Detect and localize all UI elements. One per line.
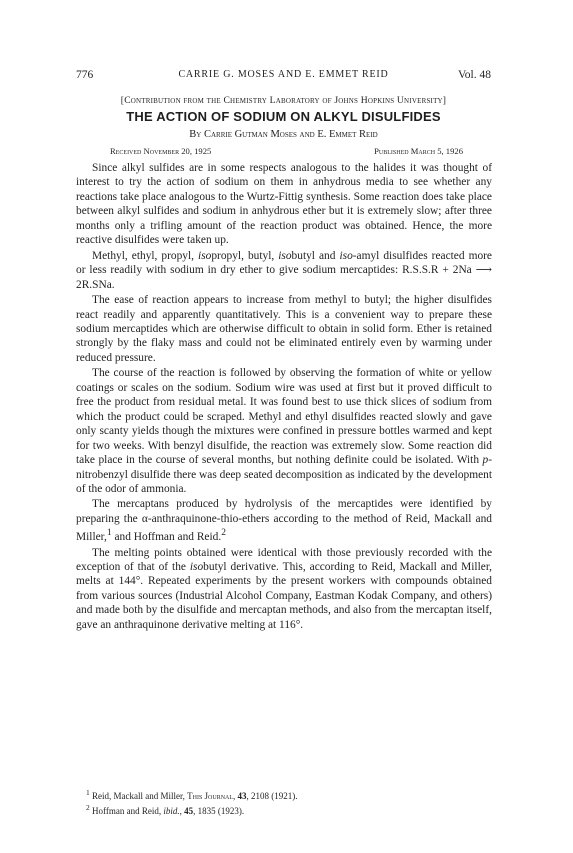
- running-header-authors: CARRIE G. MOSES AND E. EMMET REID: [178, 69, 389, 80]
- text-run: Methyl, ethyl, propyl,: [92, 249, 199, 262]
- italic-prefix: iso: [198, 249, 212, 262]
- running-header: [76, 67, 491, 83]
- paragraph-4: [76, 366, 492, 496]
- paragraph-6: [76, 546, 492, 633]
- paragraph-3: The ease of reaction appears to increase from methyl to butyl; the higher disulfides react readily and apparently quantitatively. This is a convenient way to prepare these sodium mercaptides which are otherwise difficult to obtain in solid form. Ether is retained strongly by the flaky mass and could not be eliminated entirely even by warming under reduced pressure.: [76, 294, 492, 364]
- volume-bold: 43: [237, 791, 247, 801]
- footnote-ref-2[interactable]: 2: [221, 528, 226, 539]
- text-run: butyl and: [291, 249, 340, 262]
- paragraph-1: Since alkyl sulfides are in some respects analogous to the halides it was thought of interest to try the action of sodium on them in anhydrous media to see whether any reactions take place analogous to the Wurtz-Fittig synthesis. Some reaction does take place between alkyl sulfides and sodium in anhydrous ether but it is extremely slow; after three months only a trifling amount of the reaction product was obtained. Hence, the more reactive disulfides were taken up.: [76, 162, 492, 247]
- text-run: ,: [179, 806, 185, 816]
- text-run: The melting points obtained were identical with those previously recorded with the exception of that of the: [76, 546, 492, 574]
- italic-prefix: p: [482, 454, 489, 467]
- footnote-ref-1[interactable]: 1: [106, 528, 112, 539]
- text-run: propyl, butyl,: [211, 249, 279, 262]
- page-number: 776: [76, 69, 94, 81]
- text-run: The course of the reaction is followed by observing the formation of white or yellow coatings or scales on the sodium. Sodium wire was used at first but it proved difficult to free the product from residual metal. It was found best to use thick slices of sodium from which the product could be scraped. Methyl and ethyl disulfides reacted slowly and gave only scanty yields though the mixtures were confined in pressure bottles warmed and kept for two weeks. With benzyl disulfide, the reaction was extremely slow. Some reaction did take place in the course of several months, but nothing definite could be isolated. With: [76, 367, 492, 467]
- text-run: butyl derivative. This, according to Reid, Mackall and Miller, melts at 144°. Repeated experiments by the present workers with compounds obtained from various sources (Industrial Alcohol Company, Eastman Kodak Company, and others) and made both by the disulfide and mercaptan methods, and also from the mercaptan itself, gave an anthraquinone derivative melting at 116°.: [76, 561, 493, 631]
- volume-number: Vol. 48: [457, 69, 491, 81]
- article-body: [76, 161, 492, 633]
- volume-bold: 45: [184, 806, 194, 816]
- byline: By Carrie Gutman Moses and E. Emmet Reid: [189, 129, 378, 140]
- contribution-note: [Contribution from the Chemistry Laboratory of Johns Hopkins University]: [120, 95, 447, 106]
- footnote-number: 1: [86, 788, 90, 797]
- text-run: and Hoffman and Reid.: [111, 531, 222, 544]
- text-run: Reid, Mackall and Miller,: [89, 791, 188, 801]
- text-run: Hoffman and Reid,: [89, 806, 164, 816]
- footnote-number: 2: [86, 803, 90, 812]
- text-run: , 1835 (1923).: [193, 806, 245, 816]
- published-date: Published March 5, 1926: [374, 146, 463, 156]
- italic-prefix: iso: [339, 249, 353, 262]
- received-date: Received November 20, 1925: [110, 146, 212, 156]
- text-run: -amyl disulfides reacted more or less readily with sodium in dry ether to give sodium mercaptides: R.S.S.R + 2Na ⟶ 2R.SNa.: [76, 249, 492, 291]
- paragraph-2: [76, 249, 492, 292]
- ibid-italic: ibid.: [163, 806, 180, 816]
- journal-name: This Journal: [187, 791, 234, 801]
- text-run: , 2108 (1921).: [246, 791, 298, 801]
- italic-prefix: iso: [189, 561, 204, 574]
- text-run: ,: [233, 791, 238, 801]
- text-run: The mercaptans produced by hydrolysis of the mercaptides were identified by preparing the α-anthraquinone-thio-ethers according to the method of Reid, Mackall and Miller,: [76, 498, 492, 544]
- footnotes: [76, 787, 492, 817]
- paragraph-5: [76, 497, 492, 544]
- footnote-1: [76, 787, 492, 802]
- article-title: THE ACTION OF SODIUM ON ALKYL DISULFIDES: [126, 109, 441, 124]
- italic-prefix: iso: [278, 249, 292, 262]
- text-run: -nitrobenzyl disulfide there was deep seated decomposition as indicated by the development of the odor of ammonia.: [76, 454, 492, 495]
- footnote-2: [76, 802, 492, 817]
